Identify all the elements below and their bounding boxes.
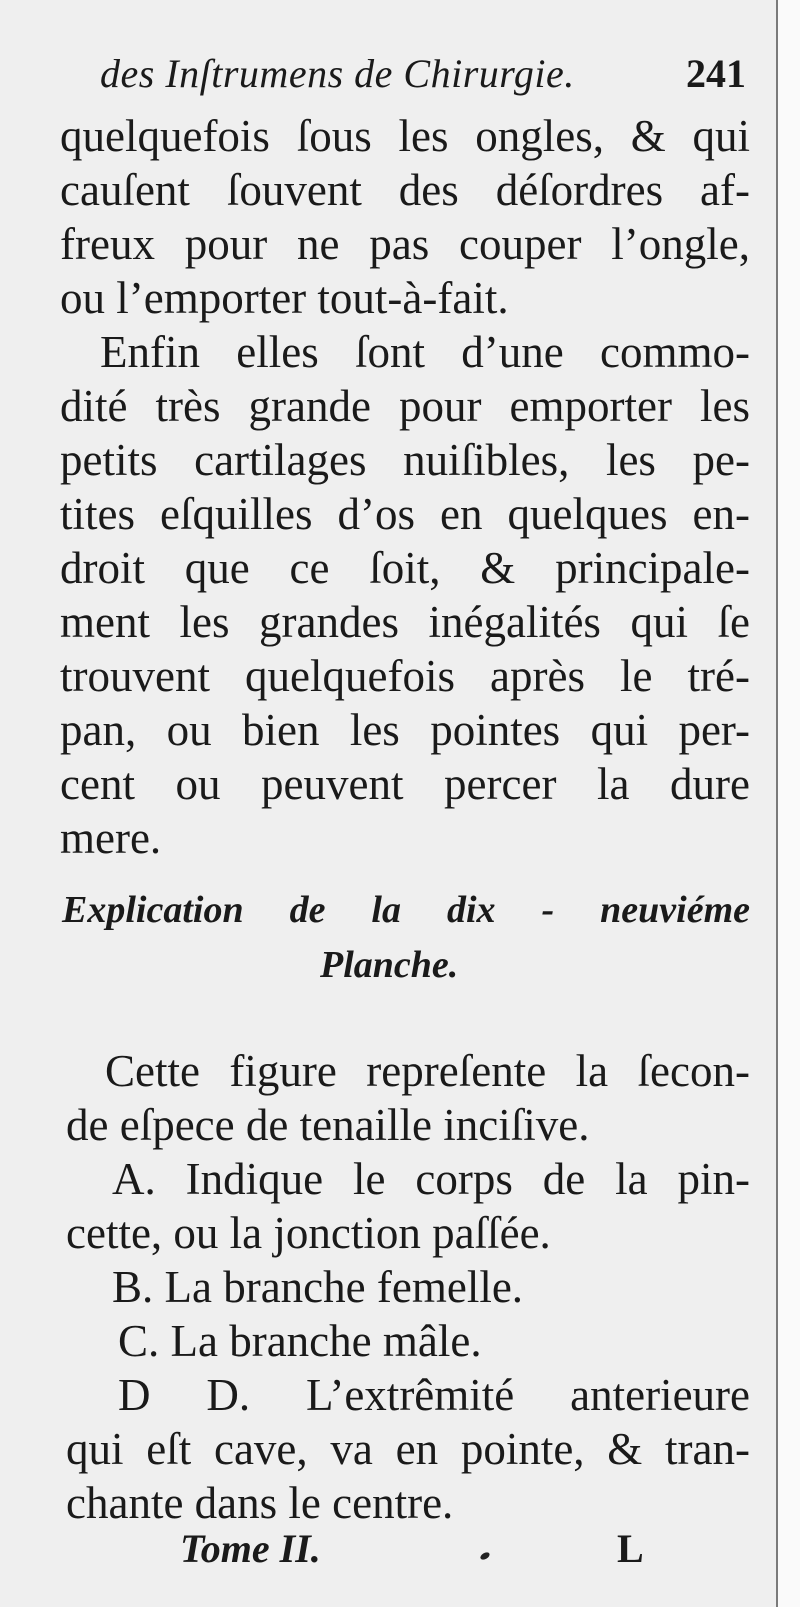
- page-footer: [0, 1525, 800, 1585]
- explanation-line: D D. L’extrêmité anterieure: [118, 1370, 750, 1420]
- section-title: Explication de la dix - neuviéme: [62, 889, 750, 931]
- body-line: cent ou peuvent percer la dure: [60, 759, 750, 809]
- explanation-line: cette, ou la jonction paſſée.: [66, 1208, 551, 1258]
- running-head: des Inſtrumens de Chirurgie.: [100, 51, 575, 96]
- explanation-line: Cette figure repreſente la ſecon-: [105, 1046, 750, 1096]
- body-line: petits cartilages nuiſibles, les pe-: [60, 435, 750, 485]
- body-line: ou l’emporter tout-à-fait.: [60, 273, 509, 323]
- section-title-continued: Planche.: [320, 944, 459, 986]
- explanation-line: chante dans le centre.: [66, 1478, 454, 1528]
- body-line: Enfin elles ſont d’une commo-: [100, 327, 750, 377]
- body-line: ment les grandes inégalités qui ſe: [60, 597, 750, 647]
- body-line: pan, ou bien les pointes qui per-: [60, 705, 750, 755]
- signature-mark: L: [617, 1526, 644, 1571]
- page-header: [100, 50, 760, 110]
- body-line: dité très grande pour emporter les: [60, 381, 750, 431]
- explanation-line: B. La branche femelle.: [112, 1262, 524, 1312]
- body-line: trouvent quelquefois après le tré-: [60, 651, 750, 701]
- body-line: quelquefois ſous les ongles, & qui: [60, 111, 750, 161]
- body-line: tites eſquilles d’os en quelques en-: [60, 489, 750, 539]
- explanation-line: qui eſt cave, va en pointe, & tran-: [66, 1424, 750, 1474]
- body-line: freux pour ne pas couper l’ongle,: [60, 219, 750, 269]
- explanation-line: C. La branche mâle.: [118, 1316, 482, 1366]
- volume-label: Tome II.: [180, 1526, 321, 1571]
- explanation-line: A. Indique le corps de la pin-: [112, 1154, 750, 1204]
- body-line: droit que ce ſoit, & principale-: [60, 543, 750, 593]
- body-line: cauſent ſouvent des déſordres af-: [60, 165, 750, 215]
- explanation-line: de eſpece de tenaille inciſive.: [66, 1100, 590, 1150]
- page-number: 241: [686, 51, 746, 96]
- body-line: mere.: [60, 813, 162, 863]
